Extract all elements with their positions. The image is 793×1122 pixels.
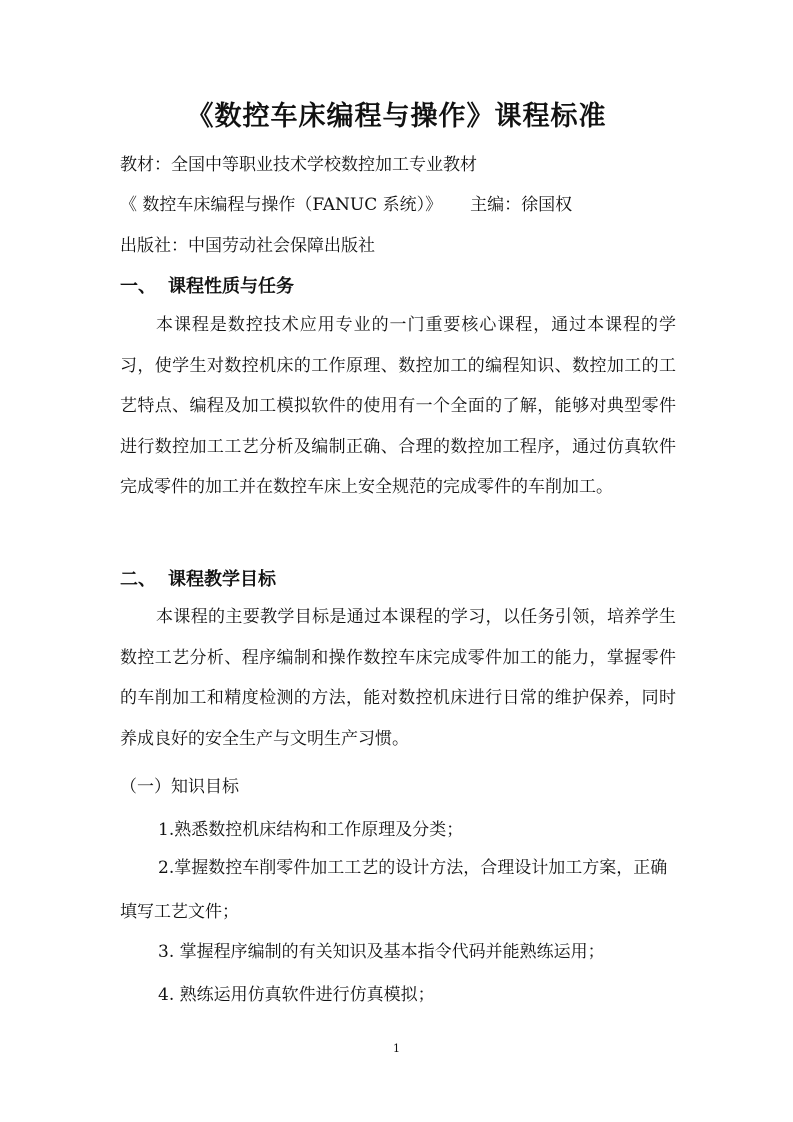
subsection-heading: （一）知识目标 [120, 777, 239, 797]
document-title: 《数控车床编程与操作》课程标准 [186, 101, 607, 132]
list-item: 3. 掌握程序编制的有关知识及基本指令代码并能熟练运用； [158, 942, 605, 962]
section-paragraph-2: 本课程的主要教学目标是通过本课程的学习，以任务引领，培养学生数控工艺分析、程序编制和操作数控车床完成零件加工的能力，掌握零件的车削加工和精度检测的方法，能对数控机床进行日常的维护保养，同时养成良好的安全生产与文明生产习惯。 [120, 607, 676, 749]
editor: 主编：徐国权 [470, 195, 573, 215]
book-title-line [120, 190, 572, 215]
list-item: 1.熟悉数控机床结构和工作原理及分类； [158, 820, 464, 840]
textbook-line: 教材：全国中等职业技术学校数控加工专业教材 [120, 155, 477, 175]
page-number: 1 [393, 1042, 400, 1055]
list-item: 4. 熟练运用仿真软件进行仿真模拟； [158, 985, 435, 1005]
book-title: 《 数控车床编程与操作（FANUC 系统）》 [120, 195, 443, 215]
section-title: 课程教学目标 [168, 569, 276, 590]
section-number: 二、 [120, 569, 156, 590]
section-heading-1 [120, 272, 294, 298]
section-heading-2 [120, 565, 276, 591]
section-paragraph-1: 本课程是数控技术应用专业的一门重要核心课程，通过本课程的学习，使学生对数控机床的工作原理、数控加工的编程知识、数控加工的工艺特点、编程及加工模拟软件的使用有一个全面的了解，能够对典型零件进行数控加工工艺分析及编制正确、合理的数控加工程序，通过仿真软件完成零件的加工并在数控车床上安全规范的完成零件的车削加工。 [120, 315, 676, 498]
section-title: 课程性质与任务 [168, 276, 294, 297]
publisher-line: 出版社：中国劳动社会保障出版社 [120, 236, 375, 256]
list-item: 2.掌握数控车削零件加工工艺的设计方法，合理设计加工方案，正确填写工艺文件； [120, 858, 668, 922]
section-number: 一、 [120, 276, 156, 297]
